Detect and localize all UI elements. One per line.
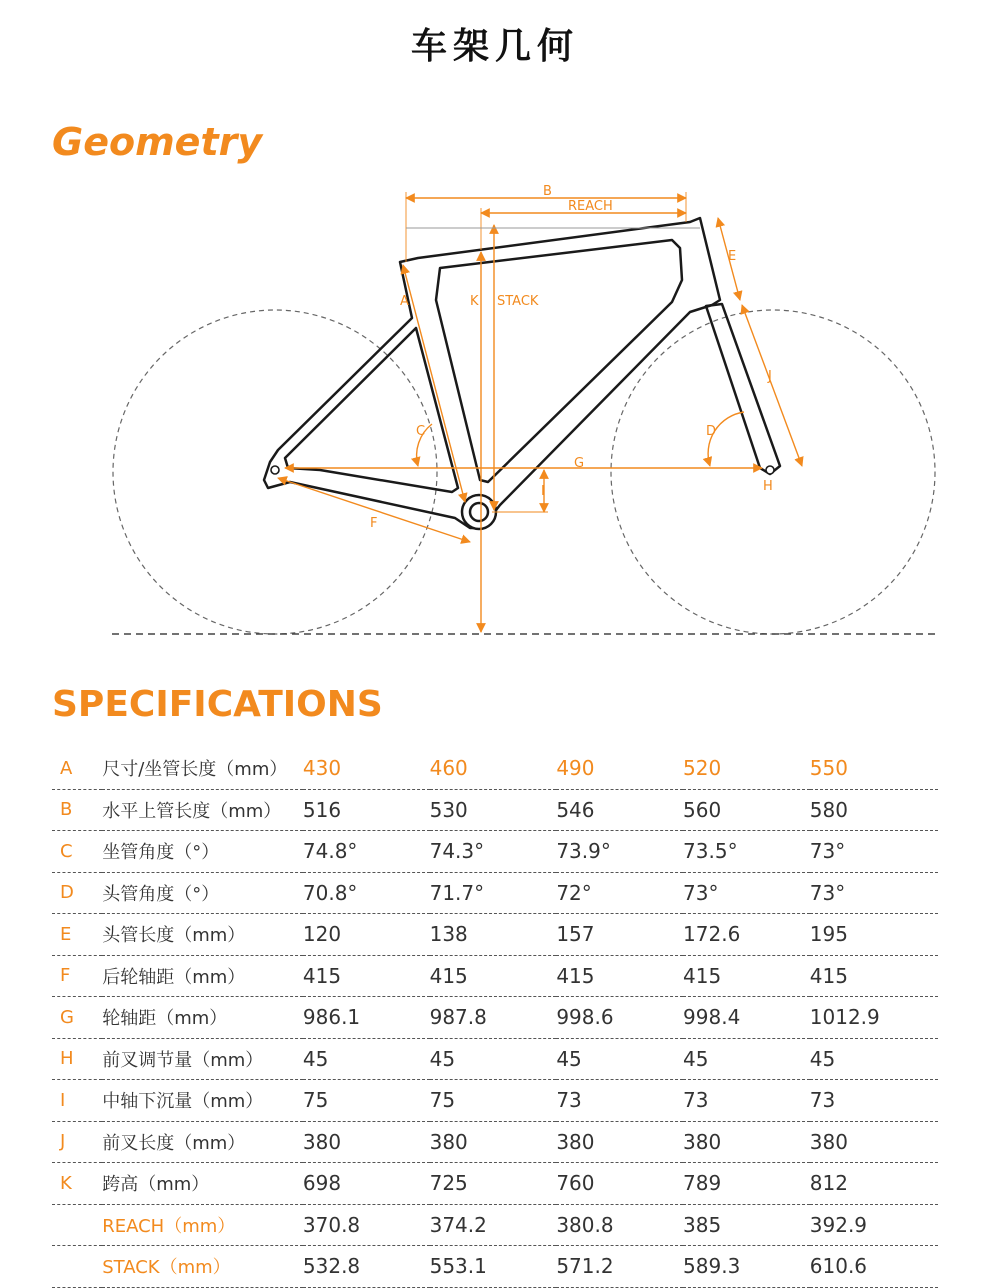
spec-value: 532.8 (303, 1246, 430, 1288)
spec-label: 尺寸/坐管长度（mm） (102, 748, 303, 789)
bike-frame (264, 218, 780, 529)
spec-value: 195 (810, 914, 938, 956)
dimension-labels (370, 184, 773, 531)
spec-value: 560 (683, 789, 810, 831)
spec-label: 前叉长度（mm） (102, 1121, 303, 1163)
spec-key: C (52, 831, 102, 873)
spec-value: 138 (430, 914, 557, 956)
spec-label: 头管角度（°） (102, 872, 303, 914)
specifications-table (52, 748, 938, 1288)
spec-value: 120 (303, 914, 430, 956)
spec-value: 45 (683, 1038, 810, 1080)
spec-label: 水平上管长度（mm） (102, 789, 303, 831)
spec-value: 70.8° (303, 872, 430, 914)
spec-label: 轮轴距（mm） (102, 997, 303, 1039)
spec-key: J (52, 1121, 102, 1163)
label-i: I (541, 484, 545, 499)
spec-label: 跨高（mm） (102, 1163, 303, 1205)
spec-key: K (52, 1163, 102, 1205)
spec-label: 坐管角度（°） (102, 831, 303, 873)
spec-value: 392.9 (810, 1204, 938, 1246)
spec-label: 中轴下沉量（mm） (102, 1080, 303, 1122)
spec-label: 头管长度（mm） (102, 914, 303, 956)
spec-value: 74.8° (303, 831, 430, 873)
spec-key: I (52, 1080, 102, 1122)
spec-value: 998.4 (683, 997, 810, 1039)
label-e: E (728, 249, 737, 264)
spec-value: 490 (556, 748, 683, 789)
label-k: K (470, 294, 479, 309)
spec-value: 73° (683, 872, 810, 914)
spec-key: E (52, 914, 102, 956)
spec-key (52, 1204, 102, 1246)
spec-key: A (52, 748, 102, 789)
spec-value: 789 (683, 1163, 810, 1205)
spec-value: 698 (303, 1163, 430, 1205)
spec-label: 前叉调节量（mm） (102, 1038, 303, 1080)
page-title: 车架几何 (410, 26, 579, 67)
spec-key: F (52, 955, 102, 997)
label-d: D (706, 424, 717, 439)
spec-value: 157 (556, 914, 683, 956)
frame-geometry-diagram (0, 170, 990, 650)
spec-value: 73 (556, 1080, 683, 1122)
spec-row (52, 789, 938, 831)
spec-key: H (52, 1038, 102, 1080)
spec-value: 516 (303, 789, 430, 831)
spec-row (52, 1163, 938, 1205)
spec-value: 415 (683, 955, 810, 997)
spec-key: G (52, 997, 102, 1039)
spec-value: 72° (556, 872, 683, 914)
spec-row (52, 1080, 938, 1122)
label-g: G (574, 456, 585, 471)
spec-row (52, 1038, 938, 1080)
spec-row (52, 748, 938, 789)
spec-row (52, 1121, 938, 1163)
spec-value: 550 (810, 748, 938, 789)
spec-row (52, 997, 938, 1039)
spec-value: 760 (556, 1163, 683, 1205)
spec-value: 589.3 (683, 1246, 810, 1288)
label-f: F (370, 516, 378, 531)
label-b: B (543, 184, 552, 199)
spec-value: 380 (683, 1121, 810, 1163)
spec-row (52, 831, 938, 873)
spec-value: 385 (683, 1204, 810, 1246)
spec-row (52, 955, 938, 997)
spec-row (52, 1204, 938, 1246)
spec-row (52, 1246, 938, 1288)
spec-value: 73.5° (683, 831, 810, 873)
spec-value: 415 (430, 955, 557, 997)
spec-value: 45 (556, 1038, 683, 1080)
label-a: A (400, 294, 409, 309)
spec-value: 75 (303, 1080, 430, 1122)
label-j: J (768, 369, 772, 384)
spec-value: 380 (430, 1121, 557, 1163)
spec-value: 73.9° (556, 831, 683, 873)
dimension-lines (278, 192, 802, 632)
label-reach: REACH (568, 199, 613, 214)
spec-value: 1012.9 (810, 997, 938, 1039)
spec-value: 73° (810, 872, 938, 914)
spec-value: 812 (810, 1163, 938, 1205)
spec-value: 546 (556, 789, 683, 831)
specifications-heading: SPECIFICATIONS (52, 684, 383, 725)
spec-row (52, 872, 938, 914)
spec-label: 后轮轴距（mm） (102, 955, 303, 997)
label-c: C (416, 424, 426, 439)
spec-value: 380 (556, 1121, 683, 1163)
spec-value: 986.1 (303, 997, 430, 1039)
spec-value: 415 (303, 955, 430, 997)
spec-value: 998.6 (556, 997, 683, 1039)
spec-value: 415 (556, 955, 683, 997)
spec-value: 370.8 (303, 1204, 430, 1246)
spec-key (52, 1246, 102, 1288)
spec-value: 610.6 (810, 1246, 938, 1288)
spec-value: 45 (430, 1038, 557, 1080)
spec-value: 987.8 (430, 997, 557, 1039)
label-stack: STACK (497, 294, 539, 309)
spec-value: 374.2 (430, 1204, 557, 1246)
spec-row (52, 914, 938, 956)
spec-value: 75 (430, 1080, 557, 1122)
spec-value: 553.1 (430, 1246, 557, 1288)
spec-value: 380 (810, 1121, 938, 1163)
spec-value: 73 (683, 1080, 810, 1122)
spec-value: 73° (810, 831, 938, 873)
spec-value: 74.3° (430, 831, 557, 873)
geometry-heading: Geometry (52, 120, 263, 164)
spec-value: 71.7° (430, 872, 557, 914)
label-h: H (763, 479, 773, 494)
spec-key: B (52, 789, 102, 831)
spec-value: 580 (810, 789, 938, 831)
spec-value: 415 (810, 955, 938, 997)
spec-value: 520 (683, 748, 810, 789)
spec-value: 530 (430, 789, 557, 831)
spec-value: 172.6 (683, 914, 810, 956)
spec-value: 571.2 (556, 1246, 683, 1288)
spec-value: 460 (430, 748, 557, 789)
spec-value: 45 (303, 1038, 430, 1080)
spec-value: 430 (303, 748, 430, 789)
spec-value: 45 (810, 1038, 938, 1080)
spec-key: D (52, 872, 102, 914)
spec-label: REACH（mm） (102, 1204, 303, 1246)
spec-value: 725 (430, 1163, 557, 1205)
spec-value: 380.8 (556, 1204, 683, 1246)
spec-label: STACK（mm） (102, 1246, 303, 1288)
spec-value: 73 (810, 1080, 938, 1122)
spec-value: 380 (303, 1121, 430, 1163)
